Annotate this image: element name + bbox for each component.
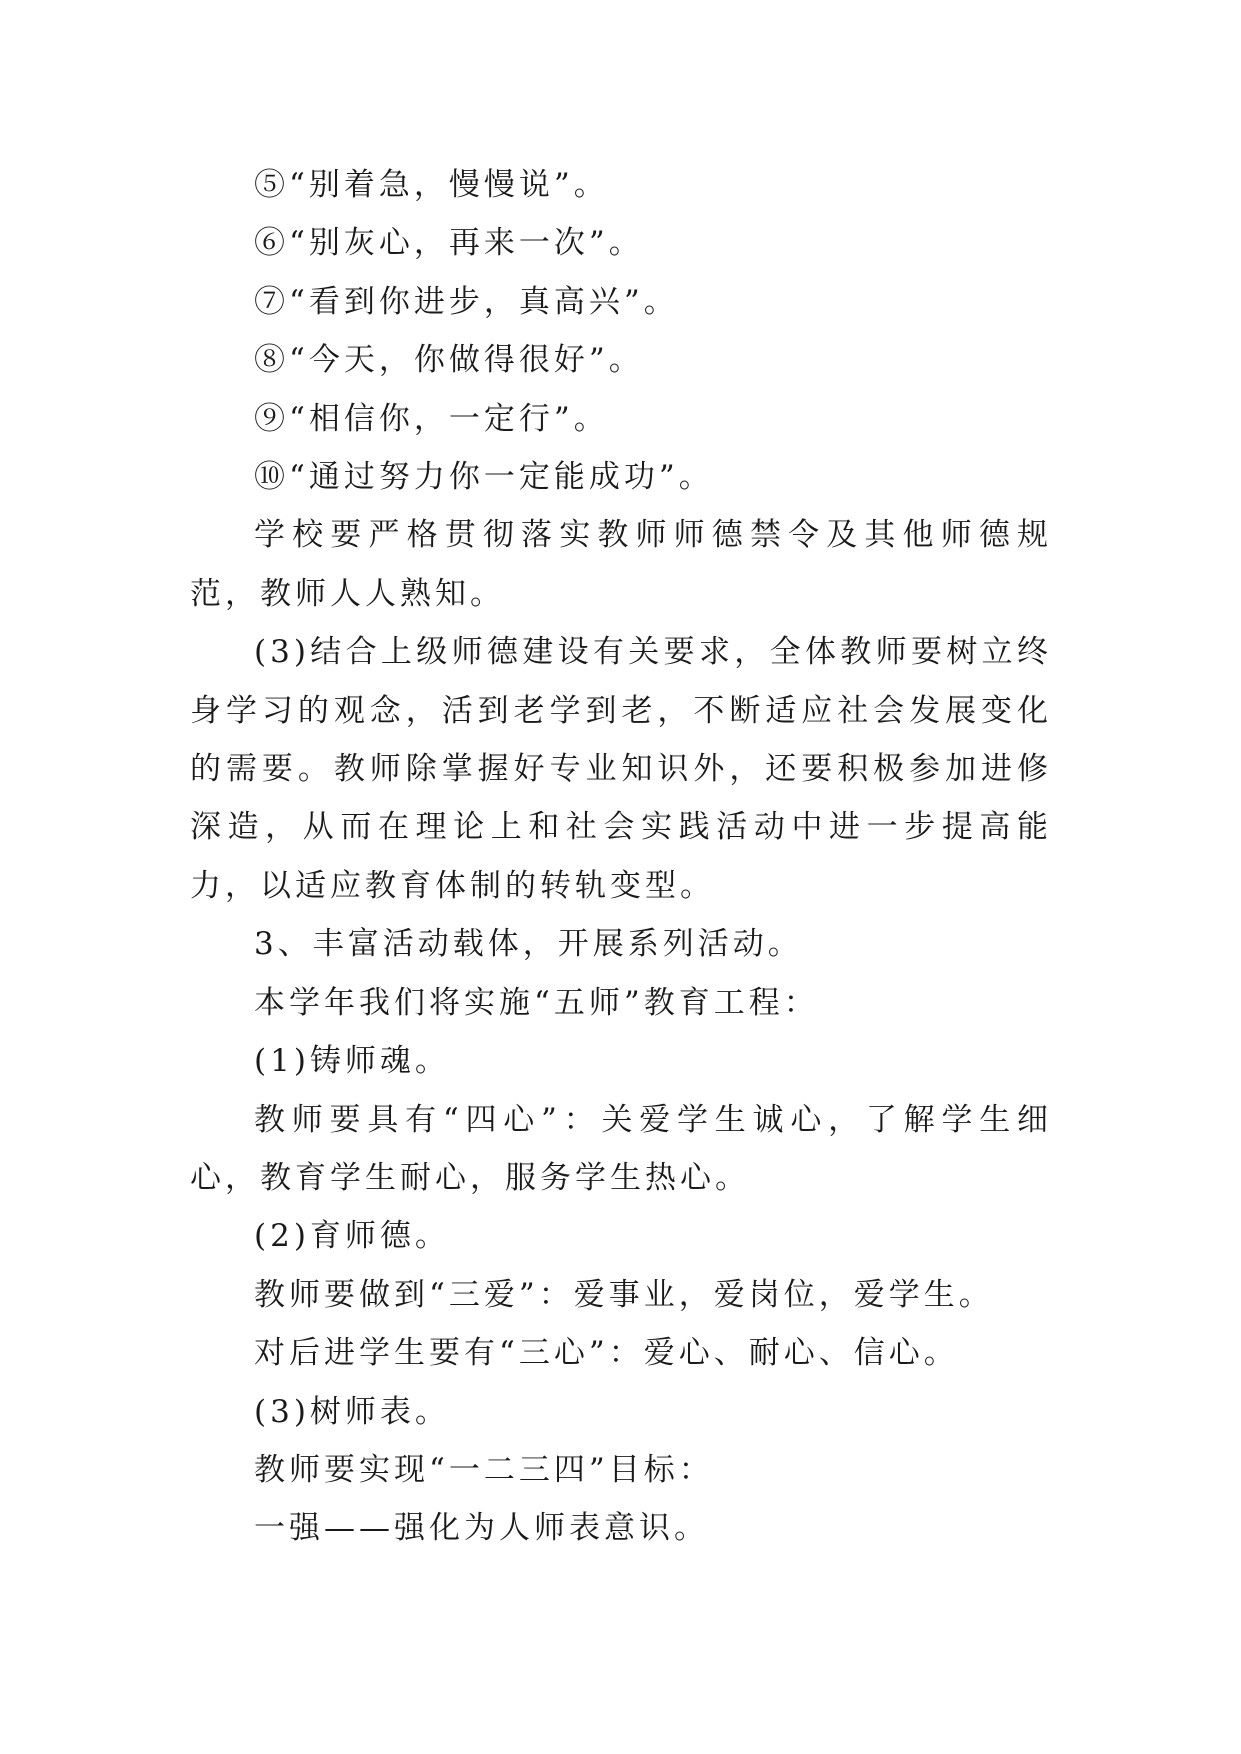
paragraph: ⑧“今天，你做得很好”。: [254, 342, 644, 379]
paragraph: ⑩“通过努力你一定能成功”。: [254, 459, 714, 496]
paragraph: (3)树师表。: [254, 1393, 450, 1430]
document-body: [190, 156, 1052, 1558]
paragraph: ⑤“别着急，慢慢说”。: [254, 167, 609, 203]
paragraph: (2)育师德。: [254, 1218, 450, 1255]
paragraph: (1)铸师魂。: [254, 1043, 450, 1080]
paragraph: 教师要做到“三爱”：爱事业，爱岗位，爱学生。: [254, 1276, 994, 1313]
paragraph: 3、丰富活动载体，开展系列活动。: [254, 926, 803, 963]
paragraph: ⑥“别灰心，再来一次”。: [254, 225, 644, 262]
paragraph: 教师要具有“四心”：关爱学生诚心，了解学生细心，教育学生耐心，服务学生热心。: [190, 1101, 1052, 1196]
paragraph: 本学年我们将实施“五师”教育工程：: [254, 984, 819, 1021]
paragraph: 学校要严格贯彻落实教师师德禁令及其他师德规范，教师人人熟知。: [190, 517, 1052, 612]
paragraph: ⑦“看到你进步，真高兴”。: [254, 283, 679, 320]
paragraph: 教师要实现“一二三四”目标：: [254, 1451, 714, 1488]
paragraph: 对后进学生要有“三心”：爱心、耐心、信心。: [254, 1335, 959, 1372]
paragraph: (3)结合上级师德建设有关要求，全体教师要树立终身学习的观念，活到老学到老，不断适应社会发展变化的需要。教师除掌握好专业知识外，还要积极参加进修深造，从而在理论上和社会实践活动中进一步提高能力，以适应教育体制的转轨变型。: [190, 634, 1052, 904]
paragraph: 一强——强化为人师表意识。: [254, 1510, 709, 1547]
paragraph: ⑨“相信你，一定行”。: [254, 400, 609, 437]
